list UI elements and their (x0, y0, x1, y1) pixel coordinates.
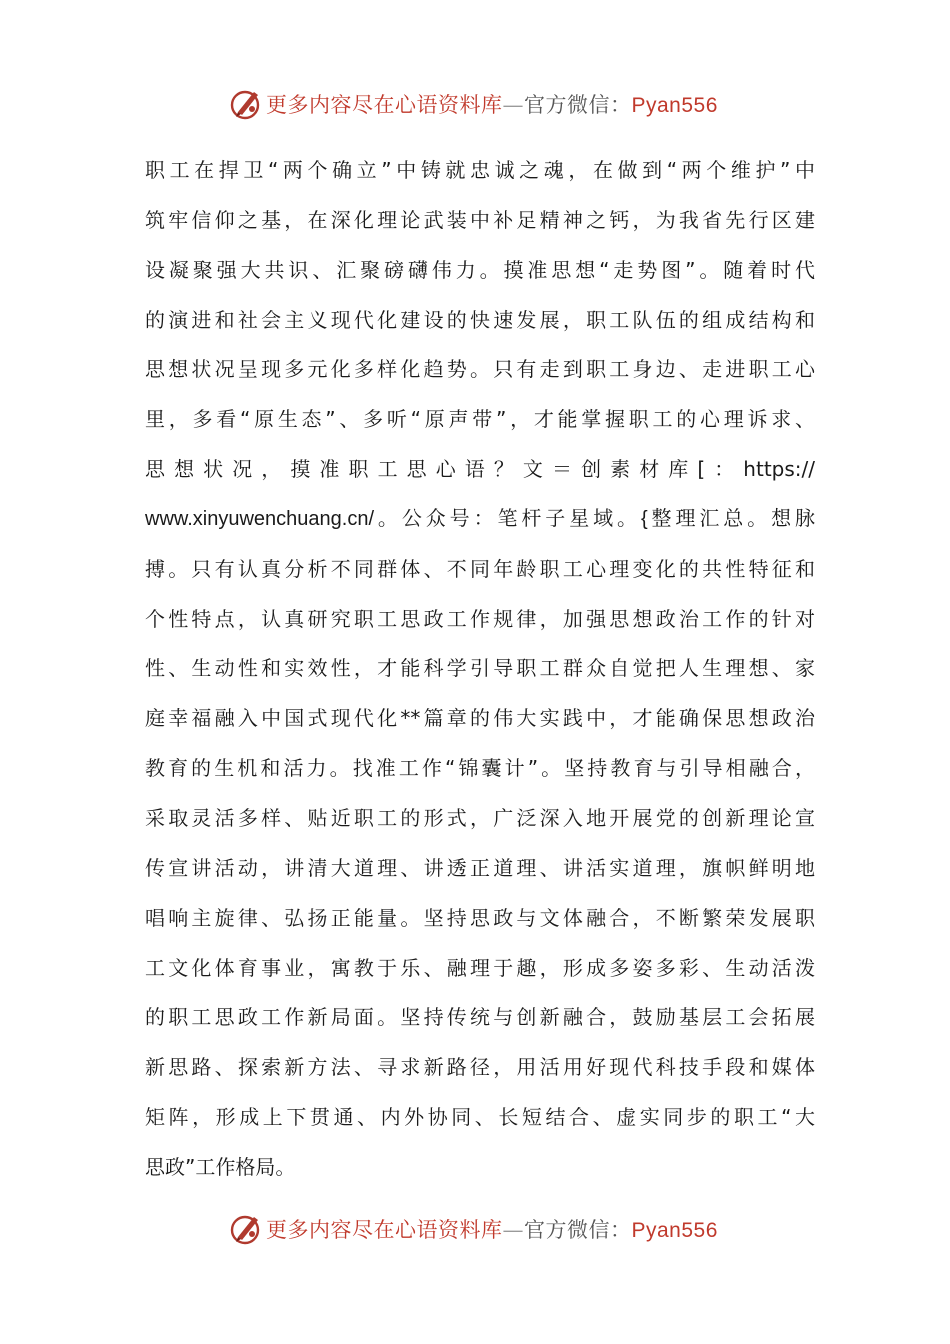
body-line: 思想状况，摸准职工思心语？文＝创素材库[：https:// (145, 457, 815, 482)
body-line-last: 思政”工作格局。 (145, 1154, 296, 1179)
footer-title: 更多内容尽在心语资料库 (266, 1218, 503, 1242)
header-title: 更多内容尽在心语资料库 (266, 93, 503, 117)
header-dash: — (502, 93, 524, 117)
body-line: 唱响主旋律、弘扬正能量。坚持思政与文体融合，不断繁荣发展职 (145, 905, 815, 930)
footer-wechat-id: Pyan556 (631, 1219, 718, 1242)
body-line: 工文化体育事业，寓教于乐、融理于趣，形成多姿多彩、生动活泼 (145, 955, 815, 980)
body-line: 个性特点，认真研究职工思政工作规律，加强思想政治工作的针对 (145, 606, 815, 631)
document-body (145, 152, 815, 1199)
body-line-url: www.xinyuwenchuang.cn/。公众号：笔杆子星域。{整理汇总。想脉 (145, 507, 815, 530)
pen-circle-logo-icon (228, 86, 264, 122)
body-line: 庭幸福融入中国式现代化**篇章的伟大实践中，才能确保思想政治 (145, 706, 815, 731)
header-wechat-id: Pyan556 (631, 94, 718, 117)
body-line: 搏。只有认真分析不同群体、不同年龄职工心理变化的共性特征和 (145, 556, 815, 581)
body-line: 的演进和社会主义现代化建设的快速发展，职工队伍的组成结构和 (145, 307, 815, 332)
pen-circle-logo-icon (228, 1211, 264, 1247)
body-line: 矩阵，形成上下贯通、内外协同、长短结合、虚实同步的职工“大 (145, 1105, 815, 1130)
body-line: 教育的生机和活力。找准工作“锦囊计”。坚持教育与引导相融合， (145, 756, 815, 781)
body-line: 的职工思政工作新局面。坚持传统与创新融合，鼓励基层工会拓展 (145, 1005, 815, 1030)
body-line: 里，多看“原生态”、多听“原声带”，才能掌握职工的心理诉求、 (145, 407, 815, 432)
body-line: 性、生动性和实效性，才能科学引导职工群众自觉把人生理想、家 (145, 656, 815, 681)
header-banner (228, 86, 718, 122)
body-line: 采取灵活多样、贴近职工的形式，广泛深入地开展党的创新理论宣 (145, 805, 815, 830)
footer-wechat-label: 官方微信： (524, 1218, 632, 1242)
body-line: 传宣讲活动，讲清大道理、讲透正道理、讲活实道理，旗帜鲜明地 (145, 855, 815, 880)
body-line: 职工在捍卫“两个确立”中铸就忠诚之魂，在做到“两个维护”中 (145, 158, 815, 182)
body-line: 新思路、探索新方法、寻求新路径，用活用好现代科技手段和媒体 (145, 1055, 815, 1080)
body-line: 设凝聚强大共识、汇聚磅礴伟力。摸准思想“走势图”。随着时代 (145, 257, 815, 282)
body-line: 思想状况呈现多元化多样化趋势。只有走到职工身边、走进职工心 (145, 357, 815, 382)
body-line: 筑牢信仰之基，在深化理论武装中补足精神之钙，为我省先行区建 (145, 207, 815, 232)
header-wechat-label: 官方微信： (524, 93, 632, 117)
header-text (266, 89, 718, 119)
footer-banner (228, 1211, 718, 1247)
footer-text (266, 1214, 718, 1244)
footer-dash: — (502, 1218, 524, 1242)
